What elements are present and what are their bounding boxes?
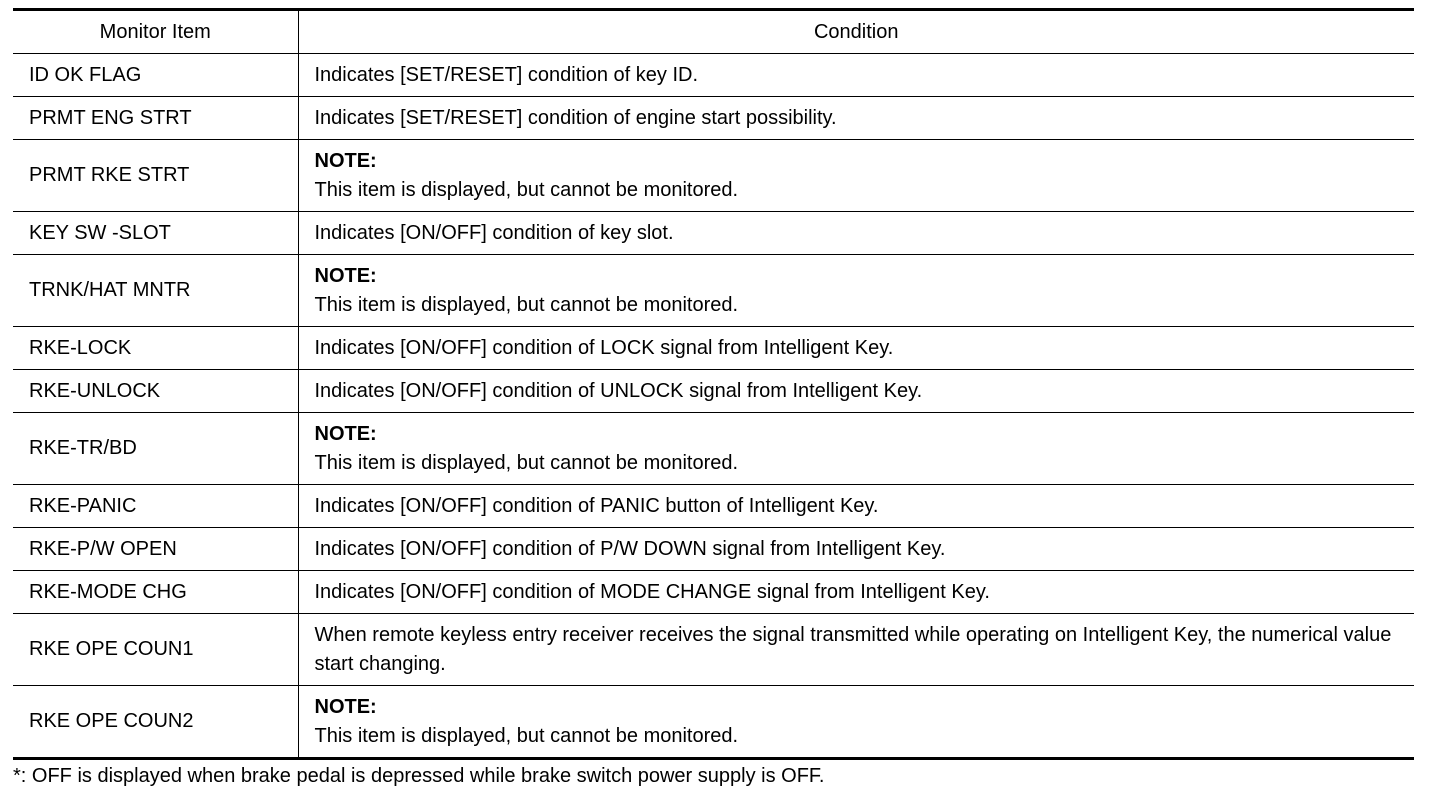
condition-cell: Indicates [ON/OFF] condition of MODE CHANGE signal from Intelligent Key.	[298, 571, 1414, 614]
table-header-row	[13, 10, 1414, 54]
document	[13, 8, 1414, 760]
table-row	[13, 370, 1414, 413]
monitor-item-cell: RKE-MODE CHG	[13, 571, 298, 614]
header-condition: Condition	[298, 10, 1414, 54]
monitor-item-cell: RKE OPE COUN1	[13, 614, 298, 686]
table-row	[13, 614, 1414, 686]
table-row	[13, 413, 1414, 485]
note-label: NOTE:	[314, 422, 377, 445]
note-label: NOTE:	[314, 264, 377, 287]
header-monitor-item: Monitor Item	[13, 10, 298, 54]
monitor-item-cell: RKE-UNLOCK	[13, 370, 298, 413]
monitor-item-cell: RKE-P/W OPEN	[13, 528, 298, 571]
table-row	[13, 140, 1414, 212]
condition-cell: Indicates [SET/RESET] condition of engine start possibility.	[298, 97, 1414, 140]
condition-cell: Indicates [ON/OFF] condition of UNLOCK signal from Intelligent Key.	[298, 370, 1414, 413]
note-text: This item is displayed, but cannot be monitored.	[314, 178, 739, 201]
table-row	[13, 686, 1414, 759]
monitor-item-cell: ID OK FLAG	[13, 54, 298, 97]
monitor-item-cell: RKE-PANIC	[13, 485, 298, 528]
monitor-item-cell: RKE-TR/BD	[13, 413, 298, 485]
note-text: This item is displayed, but cannot be monitored.	[314, 724, 739, 747]
monitor-item-cell: RKE OPE COUN2	[13, 686, 298, 759]
condition-cell	[298, 413, 1414, 485]
note-text: This item is displayed, but cannot be monitored.	[314, 451, 739, 474]
monitor-item-cell: RKE-LOCK	[13, 327, 298, 370]
table-row	[13, 54, 1414, 97]
table-row	[13, 528, 1414, 571]
condition-cell: Indicates [ON/OFF] condition of key slot.	[298, 212, 1414, 255]
note-label: NOTE:	[314, 695, 377, 718]
note-label: NOTE:	[314, 149, 377, 172]
monitor-item-table	[13, 8, 1414, 760]
condition-cell: Indicates [ON/OFF] condition of PANIC button of Intelligent Key.	[298, 485, 1414, 528]
table-row	[13, 485, 1414, 528]
monitor-item-cell: TRNK/HAT MNTR	[13, 255, 298, 327]
note-text: This item is displayed, but cannot be monitored.	[314, 293, 739, 316]
monitor-item-cell: KEY SW -SLOT	[13, 212, 298, 255]
table-row	[13, 571, 1414, 614]
condition-cell: Indicates [ON/OFF] condition of P/W DOWN signal from Intelligent Key.	[298, 528, 1414, 571]
monitor-item-cell: PRMT ENG STRT	[13, 97, 298, 140]
footnote: *: OFF is displayed when brake pedal is depressed while brake switch power supply is OFF.	[13, 765, 825, 787]
table-row	[13, 327, 1414, 370]
condition-cell: When remote keyless entry receiver receives the signal transmitted while operating on Intelligent Key, the numerical value start changing.	[298, 614, 1414, 686]
monitor-item-cell: PRMT RKE STRT	[13, 140, 298, 212]
condition-cell: Indicates [ON/OFF] condition of LOCK signal from Intelligent Key.	[298, 327, 1414, 370]
table-row	[13, 212, 1414, 255]
condition-cell	[298, 140, 1414, 212]
table-row	[13, 97, 1414, 140]
condition-cell	[298, 686, 1414, 759]
condition-cell	[298, 255, 1414, 327]
table-row	[13, 255, 1414, 327]
condition-cell: Indicates [SET/RESET] condition of key ID.	[298, 54, 1414, 97]
